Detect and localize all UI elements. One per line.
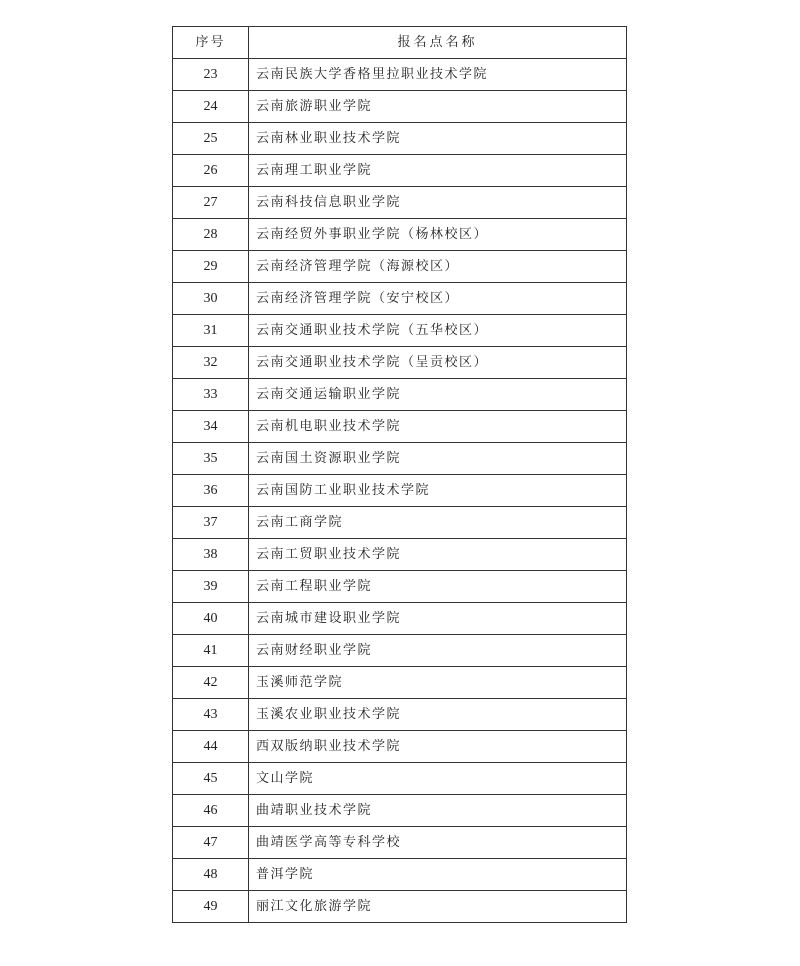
serial-number-cell: 35: [173, 443, 249, 475]
site-name-cell: 云南经济管理学院（海源校区）: [249, 251, 627, 283]
serial-number-cell: 34: [173, 411, 249, 443]
site-name-cell: 云南国土资源职业学院: [249, 443, 627, 475]
serial-number-cell: 26: [173, 155, 249, 187]
serial-number-cell: 24: [173, 91, 249, 123]
table-row: [173, 251, 627, 283]
site-name-cell: 丽江文化旅游学院: [249, 891, 627, 923]
table-row: [173, 859, 627, 891]
table-row: [173, 699, 627, 731]
table-row: [173, 667, 627, 699]
table-row: [173, 571, 627, 603]
site-name-cell: 云南机电职业技术学院: [249, 411, 627, 443]
table-row: [173, 123, 627, 155]
table-row: [173, 283, 627, 315]
site-name-cell: 云南城市建设职业学院: [249, 603, 627, 635]
table-row: [173, 411, 627, 443]
site-name-cell: 西双版纳职业技术学院: [249, 731, 627, 763]
serial-number-cell: 44: [173, 731, 249, 763]
serial-number-cell: 32: [173, 347, 249, 379]
table-row: [173, 443, 627, 475]
serial-number-cell: 39: [173, 571, 249, 603]
table-row: [173, 603, 627, 635]
serial-number-cell: 31: [173, 315, 249, 347]
table-header: [173, 27, 627, 59]
table-row: [173, 475, 627, 507]
site-name-cell: 云南财经职业学院: [249, 635, 627, 667]
table-row: [173, 155, 627, 187]
table-row: [173, 827, 627, 859]
site-name-cell: 云南林业职业技术学院: [249, 123, 627, 155]
site-name-cell: 云南交通职业技术学院（呈贡校区）: [249, 347, 627, 379]
table-row: [173, 635, 627, 667]
table-row: [173, 91, 627, 123]
serial-number-cell: 46: [173, 795, 249, 827]
table-row: [173, 315, 627, 347]
serial-number-cell: 25: [173, 123, 249, 155]
serial-number-cell: 36: [173, 475, 249, 507]
site-name-cell: 玉溪师范学院: [249, 667, 627, 699]
site-name-cell: 云南工程职业学院: [249, 571, 627, 603]
site-name-cell: 云南科技信息职业学院: [249, 187, 627, 219]
table-row: [173, 379, 627, 411]
serial-number-cell: 23: [173, 59, 249, 91]
site-name-cell: 云南国防工业职业技术学院: [249, 475, 627, 507]
table-row: [173, 891, 627, 923]
site-name-cell: 曲靖职业技术学院: [249, 795, 627, 827]
serial-number-cell: 45: [173, 763, 249, 795]
table-row: [173, 187, 627, 219]
site-name-cell: 玉溪农业职业技术学院: [249, 699, 627, 731]
table-row: [173, 59, 627, 91]
registration-sites-table: [172, 26, 627, 923]
table-row: [173, 731, 627, 763]
table-row: [173, 763, 627, 795]
serial-number-cell: 40: [173, 603, 249, 635]
serial-number-cell: 27: [173, 187, 249, 219]
serial-number-cell: 38: [173, 539, 249, 571]
table-body: [173, 59, 627, 923]
site-name-cell: 云南工商学院: [249, 507, 627, 539]
table-row: [173, 219, 627, 251]
header-serial-number: 序号: [173, 27, 249, 59]
table-row: [173, 795, 627, 827]
serial-number-cell: 47: [173, 827, 249, 859]
serial-number-cell: 37: [173, 507, 249, 539]
header-site-name: 报名点名称: [249, 27, 627, 59]
site-name-cell: 普洱学院: [249, 859, 627, 891]
site-name-cell: 云南交通职业技术学院（五华校区）: [249, 315, 627, 347]
site-name-cell: 云南民族大学香格里拉职业技术学院: [249, 59, 627, 91]
site-name-cell: 文山学院: [249, 763, 627, 795]
site-name-cell: 云南经济管理学院（安宁校区）: [249, 283, 627, 315]
site-name-cell: 云南旅游职业学院: [249, 91, 627, 123]
site-name-cell: 曲靖医学高等专科学校: [249, 827, 627, 859]
site-name-cell: 云南工贸职业技术学院: [249, 539, 627, 571]
table-row: [173, 539, 627, 571]
serial-number-cell: 33: [173, 379, 249, 411]
header-row: [173, 27, 627, 59]
serial-number-cell: 29: [173, 251, 249, 283]
site-name-cell: 云南理工职业学院: [249, 155, 627, 187]
serial-number-cell: 43: [173, 699, 249, 731]
site-name-cell: 云南经贸外事职业学院（杨林校区）: [249, 219, 627, 251]
serial-number-cell: 41: [173, 635, 249, 667]
serial-number-cell: 30: [173, 283, 249, 315]
serial-number-cell: 42: [173, 667, 249, 699]
table-row: [173, 507, 627, 539]
serial-number-cell: 49: [173, 891, 249, 923]
site-name-cell: 云南交通运输职业学院: [249, 379, 627, 411]
serial-number-cell: 48: [173, 859, 249, 891]
serial-number-cell: 28: [173, 219, 249, 251]
table-row: [173, 347, 627, 379]
